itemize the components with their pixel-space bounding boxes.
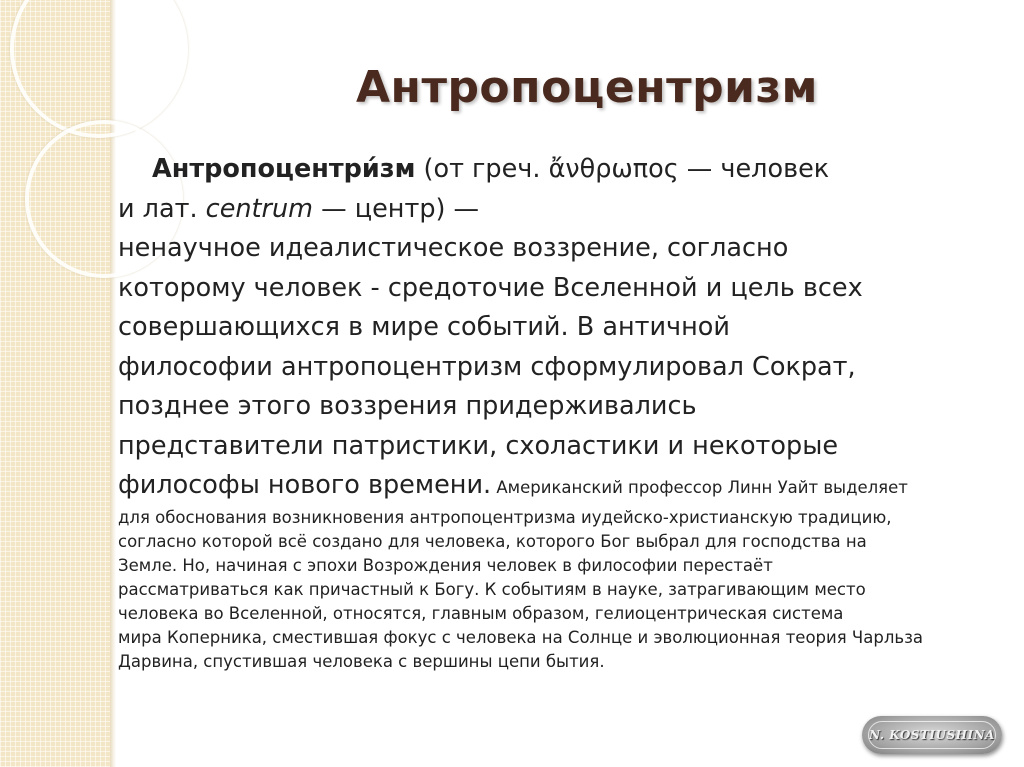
- slide-title: Антропоцентризм: [355, 62, 819, 113]
- author-badge: [862, 716, 1002, 754]
- body-line: представители патристики, схоластики и некоторые: [118, 430, 839, 461]
- body-small-text: [118, 506, 1018, 674]
- small-line: согласно которой всё создано для человека, которого Бог выбрал для господства на: [118, 531, 867, 551]
- latin-prefix: и лат.: [118, 193, 206, 224]
- greek-origin: (от греч. ἄνθρωπος — человек: [415, 154, 830, 184]
- body-line: позднее этого воззрения придерживались: [118, 391, 697, 421]
- small-line: человека во Вселенной, относятся, главным образом, гелиоцентрическая система: [118, 603, 844, 623]
- author-badge-frame: [868, 721, 996, 749]
- body-line: совершающихся в мире событий. В античной: [118, 312, 730, 342]
- small-line: рассматриваться как причастный к Богу. К событиям в науке, затрагивающим место: [118, 579, 866, 599]
- term-bold: Антропоцентри́зм: [152, 154, 416, 184]
- body-line: философы нового времени.: [118, 470, 492, 500]
- body-line: которому человек - средоточие Вселенной и цель всех: [118, 272, 863, 303]
- body-large-text: [118, 150, 1018, 506]
- latin-suffix: — центр) —: [313, 193, 480, 224]
- small-line: Земле. Но, начиная с эпохи Возрождения человек в философии перестаёт: [118, 555, 773, 575]
- body-small-inline: Американский профессор Линн Уайт выделяет: [491, 478, 908, 497]
- latin-word: centrum: [205, 193, 314, 224]
- small-line: мира Коперника, сместившая фокус с человека на Солнце и эволюционная теория Чарльза: [118, 627, 923, 647]
- body-line: ненаучное идеалистическое воззрение, согласно: [118, 233, 789, 263]
- author-badge-text: N. KOSTIUSHINA: [869, 728, 995, 742]
- small-line: Дарвина, спустившая человека с вершины цепи бытия.: [118, 651, 605, 671]
- slide-body: [118, 150, 1018, 674]
- small-line: для обоснования возникновения антропоцентризма иудейско-христианскую традицию,: [118, 507, 892, 527]
- body-line: философии антропоцентризм сформулировал Сократ,: [118, 351, 856, 382]
